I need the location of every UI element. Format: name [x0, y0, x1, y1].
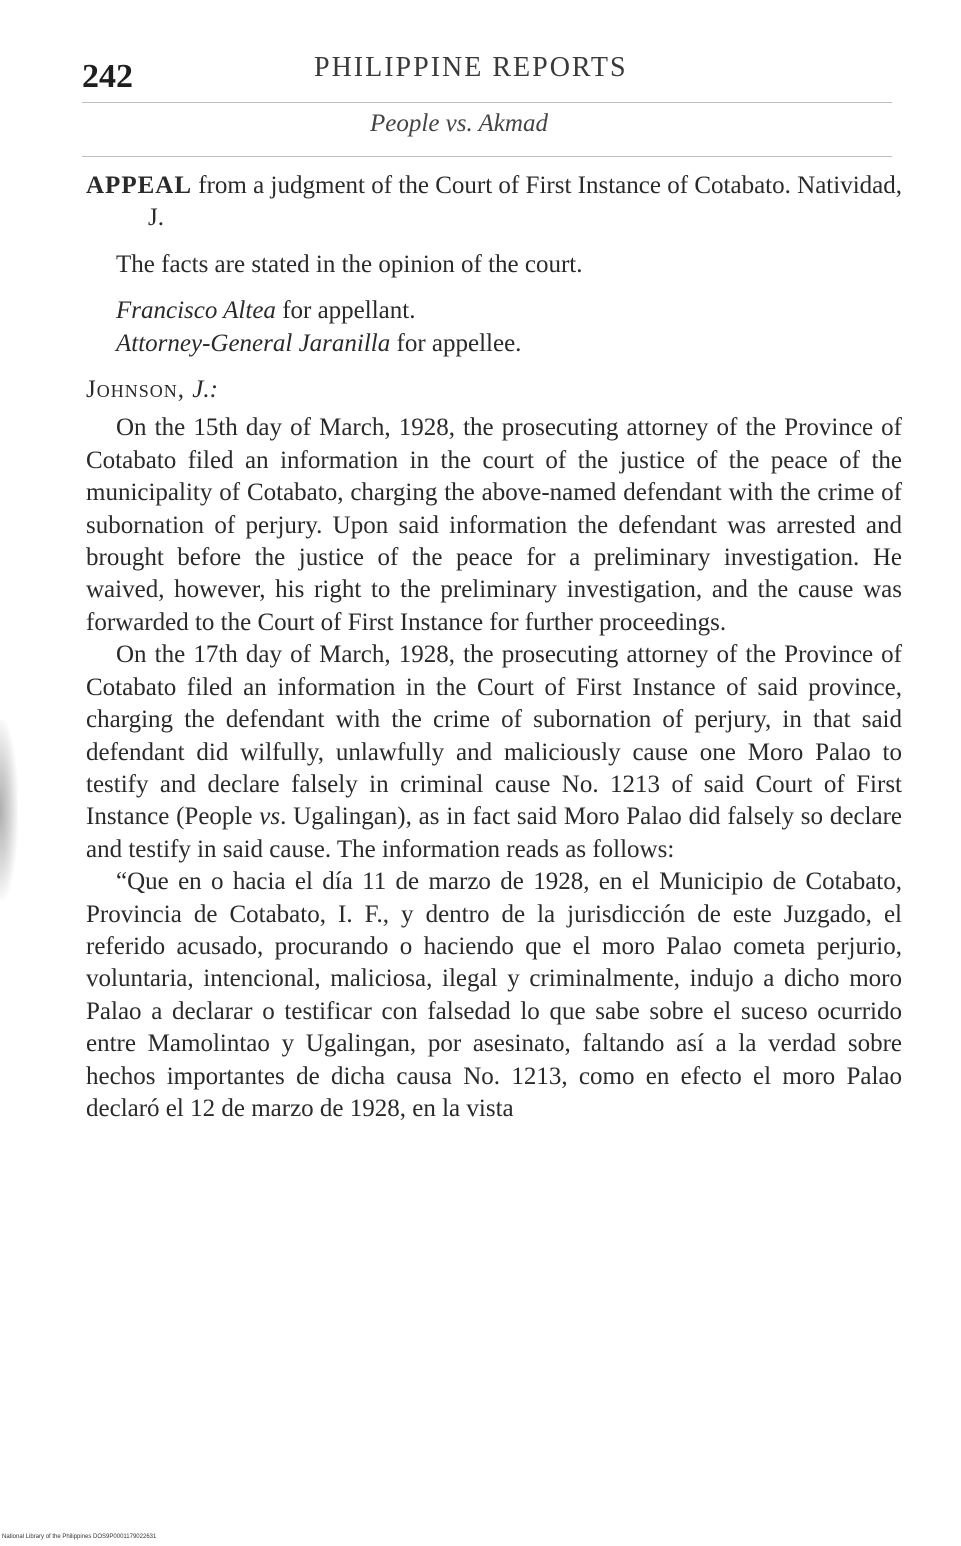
running-head: PHILIPPINE REPORTS [314, 52, 628, 83]
paragraph-2-part-2: . Ugalingan), as in fact said Moro Palao did falsely so declare and testify in said cause. The information reads as follows: [86, 803, 903, 863]
facts-statement: The facts are stated in the opinion of the court. [116, 250, 583, 278]
counsel-appellant [116, 295, 902, 327]
header-rule [82, 102, 892, 103]
appellant-counsel-name: Francisco Altea [116, 297, 276, 325]
appeal-lead: APPEAL [86, 172, 192, 199]
justice-title: J.: [192, 376, 218, 404]
appellant-role: for appellant. [275, 297, 416, 325]
library-credit: National Library of the Philippines DOS9P0001179022631 [2, 1534, 157, 1540]
appellee-role: for appellee. [390, 329, 522, 357]
justice-name: Johnson, [86, 376, 193, 404]
case-title-rule [82, 156, 892, 157]
binding-shadow [0, 720, 18, 900]
appeal-text: from a judgment of the Court of First Instance of Cotabato. Natividad, J. [148, 172, 902, 232]
paragraph-2-part-1: On the 17th day of March, 1928, the prosecuting attorney of the Province of Cotabato filed an information in the Court of First Instance of said province, charging the defendant with the crime of subornation of perjury, in that said defendant did wilfully, unlawfully and maliciously cause one Moro Palao to testify and declare falsely in criminal cause No. 1213 of said Court of First Instance (People [86, 641, 902, 831]
information-quote: “Que en o hacia el día 11 de marzo de 1928, en el Municipio de Cotabato, Provincia de Cotabato, I. F., y dentro de la jurisdicción de este Juzgado, el referido acusado, procurando o haciendo que el moro Palao cometa perjurio, voluntaria, intencional, maliciosa, ilegal y criminalmente, indujo a dicho moro Palao a declarar o testificar con falsedad lo que sabe sobre el suceso ocurrido entre Mamolintao y Ugalingan, por asesinato, faltando así a la verdad sobre hechos importantes de dicha causa No. 1213, como en efecto el moro Palao declaró el 12 de marzo de 1928, en la vista [86, 868, 902, 1122]
opinion-paragraph-1: On the 15th day of March, 1928, the prosecuting attorney of the Province of Cotabato filed an information in the court of the justice of the peace of the municipality of Cotabato, charging the above-named defendant with the crime of subornation of perjury. Upon said information the defendant was arrested and brought before the justice of the peace for a preliminary investigation. He waived, however, his right to the preliminary investigation, and the cause was forwarded to the Court of First Instance for further proceedings. [86, 414, 902, 636]
justice-heading [86, 374, 902, 406]
case-title: People vs. Akmad [370, 110, 548, 137]
counsel-block [116, 295, 902, 360]
counsel-appellee [116, 328, 902, 360]
opinion-paragraph-2 [86, 639, 902, 866]
paragraph-2-vs: vs [259, 803, 281, 831]
appeal-paragraph [86, 170, 902, 235]
appellee-counsel-name: Attorney-General Jaranilla [116, 329, 391, 357]
body-text [86, 170, 902, 1125]
page-number: 242 [82, 58, 133, 95]
